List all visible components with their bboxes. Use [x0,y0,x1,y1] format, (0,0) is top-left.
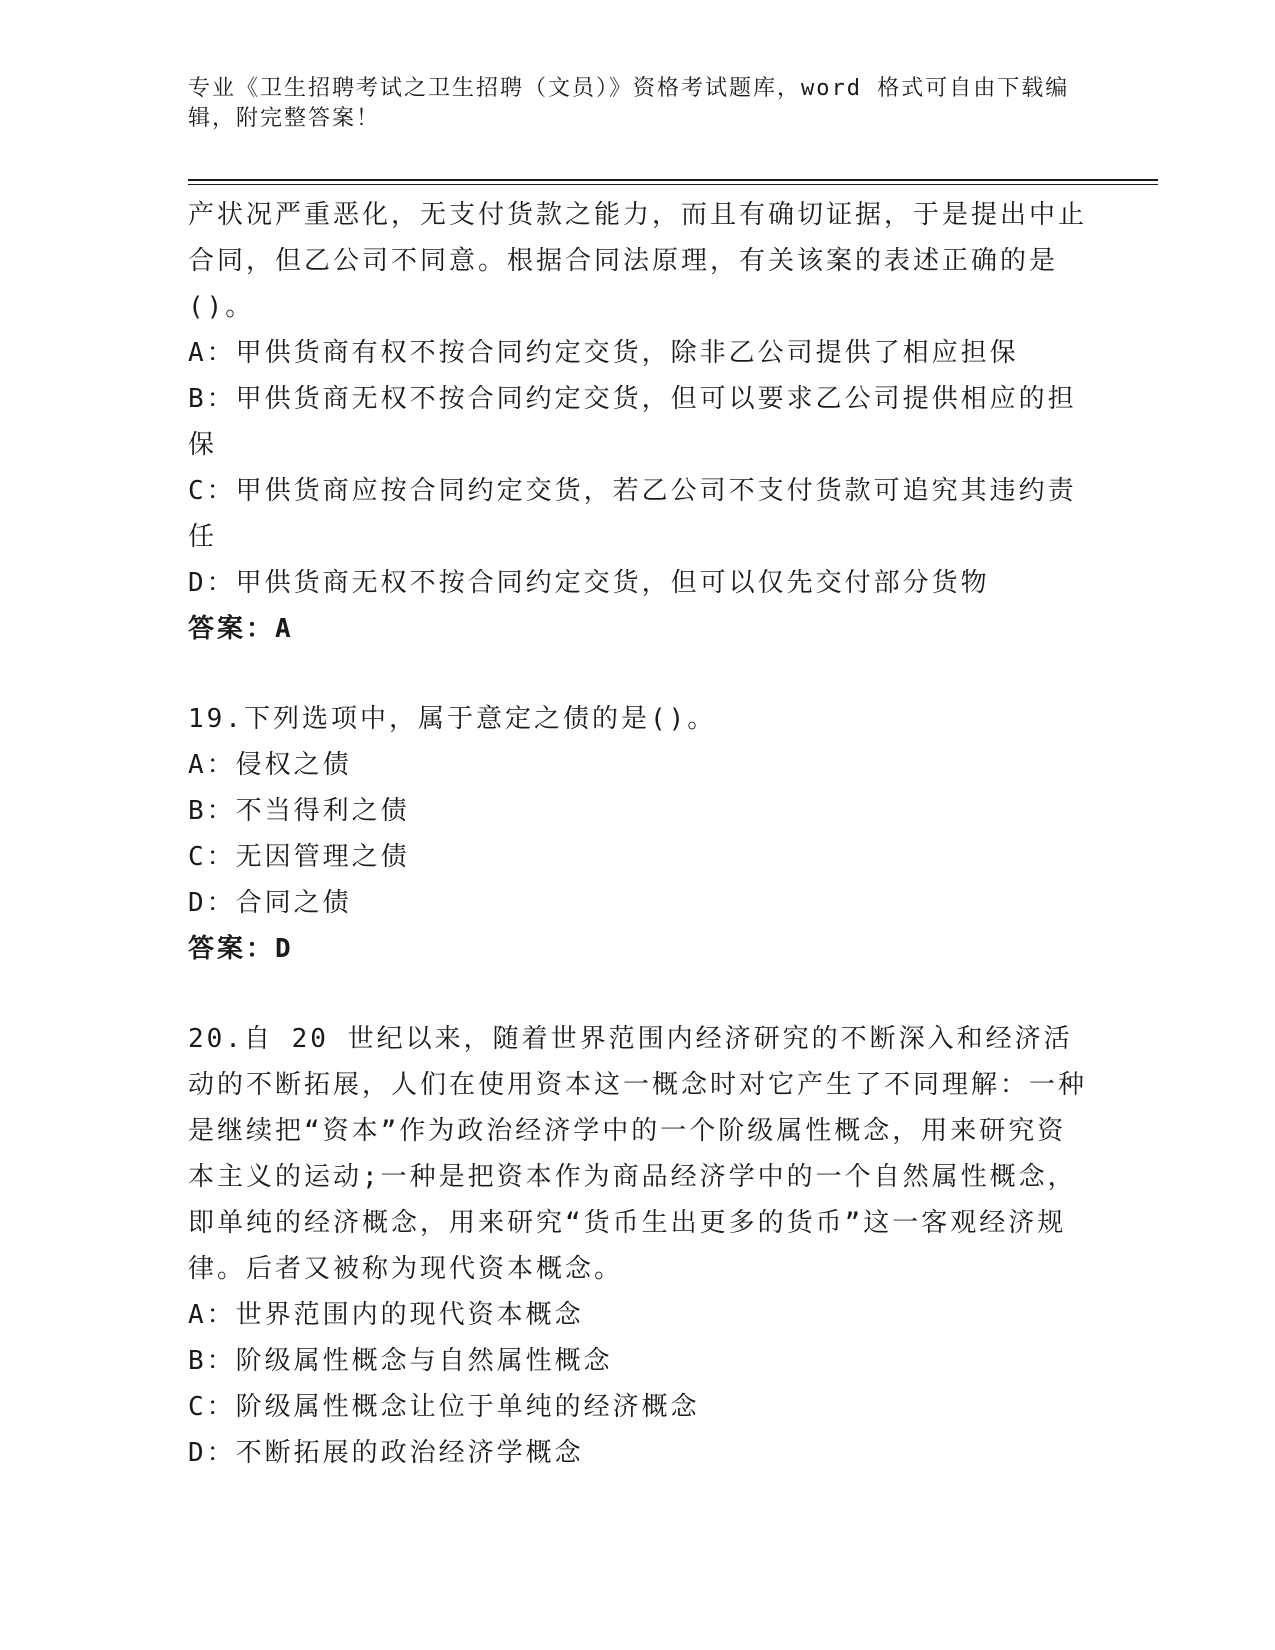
answer: 答案：D [188,934,294,964]
option-b: B：甲供货商无权不按合同约定交货，但可以要求乙公司提供相应的担保 [188,384,1077,460]
question-20 [188,1016,1088,1476]
header-divider [188,179,1158,181]
option-d: D：不断拓展的政治经济学概念 [188,1438,584,1468]
question-stem: 19.下列选项中，属于意定之债的是()。 [188,704,717,734]
option-d: D：甲供货商无权不按合同约定交货，但可以仅先交付部分货物 [188,568,990,598]
header-divider-thin [188,184,1158,185]
option-a: A：侵权之债 [188,750,352,780]
answer: 答案：A [188,614,294,644]
option-c: C：无因管理之债 [188,842,410,872]
question-stem: 产状况严重恶化，无支付货款之能力，而且有确切证据，于是提出中止合同，但乙公司不同意。根据合同法原理，有关该案的表述正确的是()。 [188,200,1088,322]
option-a: A：世界范围内的现代资本概念 [188,1300,584,1330]
option-b: B：不当得利之债 [188,796,410,826]
option-a: A：甲供货商有权不按合同约定交货，除非乙公司提供了相应担保 [188,338,1019,368]
option-c: C：甲供货商应按合同约定交货，若乙公司不支付货款可追究其违约责任 [188,476,1077,552]
document-header: 专业《卫生招聘考试之卫生招聘（文员）》资格考试题库，word 格式可自由下载编辑，附完整答案！ [188,76,1070,131]
document-body [188,192,1088,1476]
question-stem: 20.自 20 世纪以来，随着世界范围内经济研究的不断深入和经济活动的不断拓展，人们在使用资本这一概念时对它产生了不同理解：一种是继续把“资本”作为政治经济学中的一个阶级属性概念，用来研究资本主义的运动;一种是把资本作为商品经济学中的一个自然属性概念，即单纯的经济概念，用来研究“货币生出更多的货币”这一客观经济规律。后者又被称为现代资本概念。 [188,1024,1088,1284]
question-18 [188,192,1088,652]
spacer [188,652,1088,696]
option-b: B：阶级属性概念与自然属性概念 [188,1346,613,1376]
option-c: C：阶级属性概念让位于单纯的经济概念 [188,1392,700,1422]
option-d: D：合同之债 [188,888,352,918]
spacer [188,972,1088,1016]
question-19 [188,696,1088,972]
